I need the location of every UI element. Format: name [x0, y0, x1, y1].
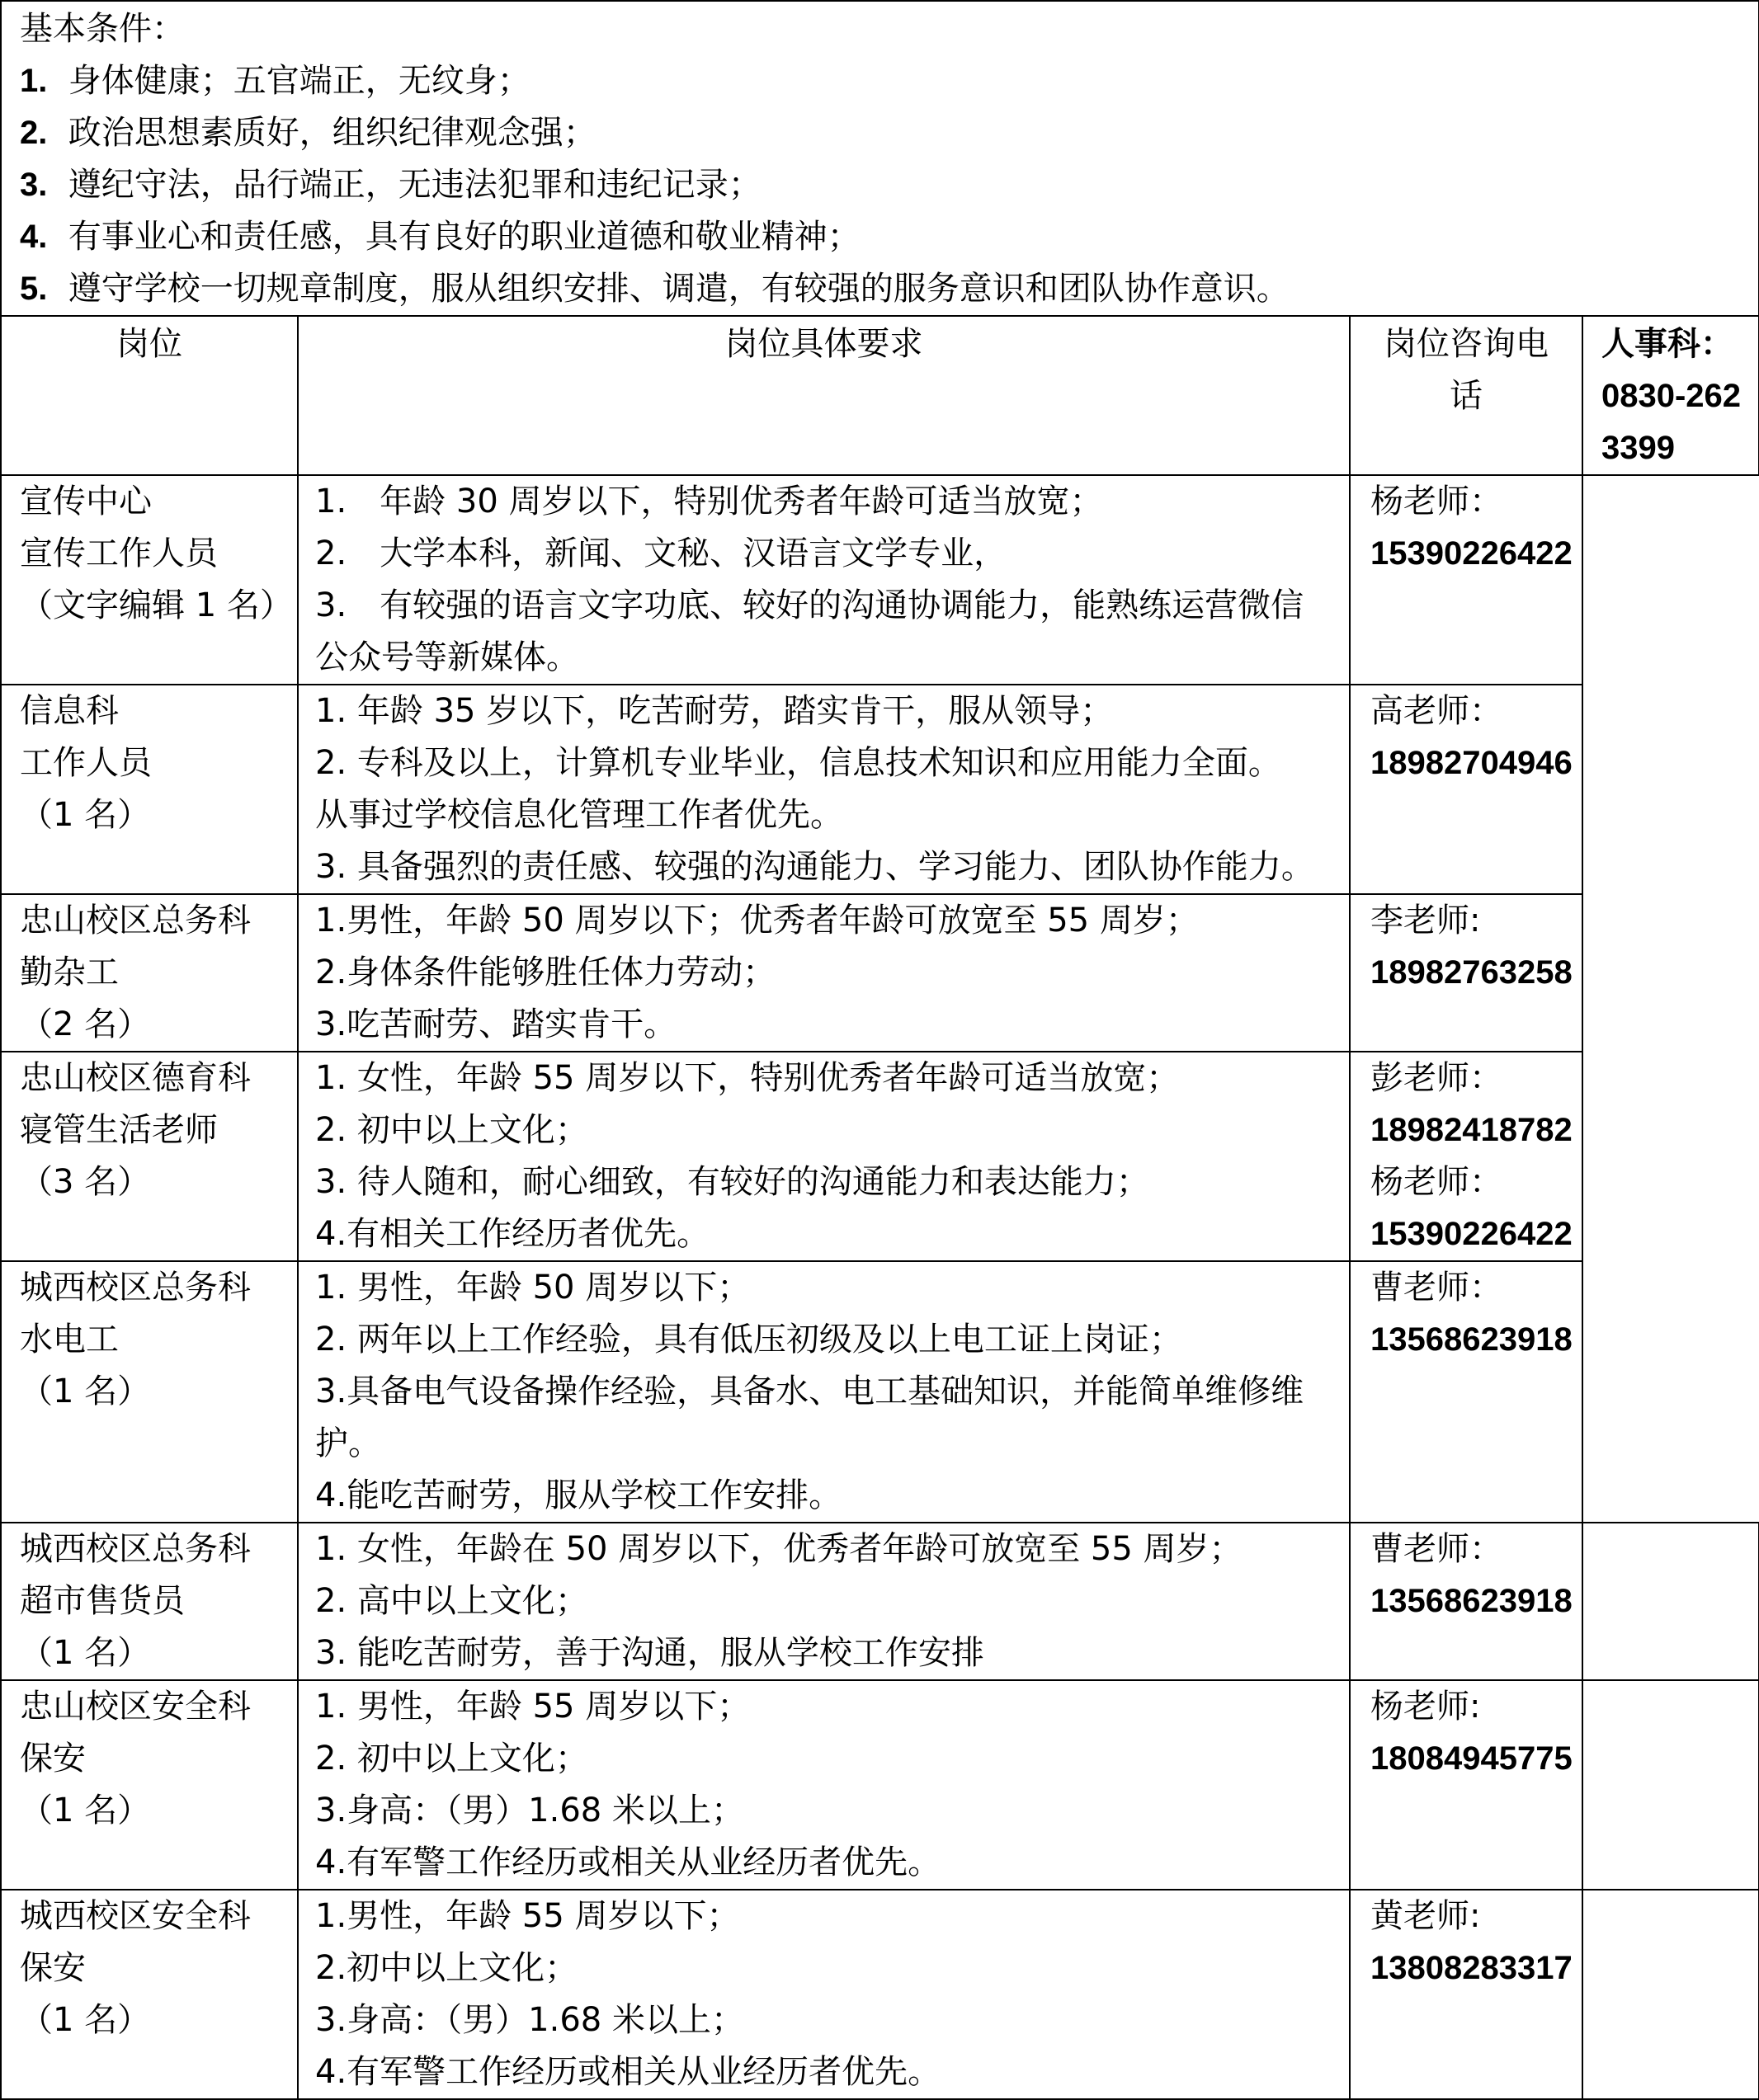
post-line: 城西校区总务科: [20, 1530, 251, 1568]
requirement-line: 2.初中以上文化；: [315, 1949, 578, 1987]
contact-cell: [1350, 685, 1582, 894]
post-line: （1 名）: [20, 2001, 151, 2039]
header-post: 岗位: [1, 316, 298, 475]
requirement-line: 4.有军警工作经历或相关从业经历者优先。: [315, 2053, 941, 2091]
contact-cell: [1350, 1680, 1582, 1890]
contact-name: 杨老师：: [1370, 1163, 1502, 1201]
contact-phone: 18982763258: [1370, 954, 1573, 991]
condition-item: 3. 遵纪守法，品行端正，无违法犯罪和违纪记录；: [20, 166, 762, 204]
requirement-line: 4.能吃苦耐劳，服从学校工作安排。: [315, 1476, 842, 1514]
requirement-line: 从事过学校信息化管理工作者优先。: [315, 796, 843, 834]
post-line: 忠山校区安全科: [20, 1688, 251, 1726]
post-line: 城西校区安全科: [20, 1897, 251, 1935]
post-cell: [1, 1052, 298, 1261]
requirements-cell: [298, 685, 1350, 894]
basic-conditions-row: [1, 1, 1759, 316]
requirements-cell: [298, 1052, 1350, 1261]
header-requirements: 岗位具体要求: [298, 316, 1350, 475]
table-row: [1, 1890, 1759, 2099]
contact-cell: [1350, 894, 1582, 1052]
contact-phone: 18982704946: [1370, 745, 1573, 781]
post-line: 信息科: [20, 692, 119, 730]
requirement-line: 2. 初中以上文化；: [315, 1111, 588, 1149]
post-line: 保安: [20, 1740, 86, 1777]
contact-phone: 18982418782: [1370, 1112, 1573, 1148]
requirement-line: 3. 具备强烈的责任感、较强的沟通能力、学习能力、团队协作能力。: [315, 848, 1314, 886]
post-cell: [1, 1523, 298, 1680]
header-phone: 岗位咨询电 话: [1350, 316, 1582, 475]
requirement-line: 1.男性，年龄 55 周岁以下；: [315, 1897, 740, 1935]
condition-item: 4. 有事业心和责任感，具有良好的职业道德和敬业精神；: [20, 218, 861, 256]
requirements-cell: [298, 1523, 1350, 1680]
basic-conditions: [1, 1, 1759, 316]
post-line: 保安: [20, 1949, 86, 1987]
post-cell: [1, 1680, 298, 1890]
post-line: 工作人员: [20, 744, 152, 782]
contact-phone: 13568623918: [1370, 1583, 1573, 1619]
post-line: 宣传中心: [20, 483, 152, 520]
contact-phone: 18084945775: [1370, 1740, 1573, 1777]
header-row: [1, 316, 1759, 475]
hr-phone: 0830-262: [1601, 378, 1742, 414]
contact-phone: 15390226422: [1370, 1216, 1573, 1252]
requirements-cell: [298, 894, 1350, 1052]
post-line: （1 名）: [20, 796, 151, 834]
contact-cell: [1350, 1523, 1582, 1680]
post-line: 城西校区总务科: [20, 1269, 251, 1307]
contact-cell: [1350, 1261, 1582, 1523]
post-cell: [1, 475, 298, 685]
table-row: [1, 1523, 1759, 1680]
contact-name: 黄老师:: [1370, 1897, 1481, 1935]
table-row: [1, 685, 1759, 894]
post-cell: [1, 894, 298, 1052]
requirement-line: 1. 男性，年龄 55 周岁以下；: [315, 1688, 751, 1726]
requirement-line: 1. 年龄 35 岁以下，吃苦耐劳，踏实肯干，服从领导；: [315, 692, 1114, 730]
table-row: [1, 1052, 1759, 1261]
hr-label: 人事科：: [1601, 326, 1733, 362]
post-line: 忠山校区总务科: [20, 902, 251, 939]
requirement-line: 2.身体条件能够胜任体力劳动；: [315, 953, 776, 991]
requirement-line: 1. 年龄 30 周岁以下，特别优秀者年龄可适当放宽；: [315, 483, 1103, 520]
post-line: 勤杂工: [20, 953, 119, 991]
requirement-line: 2. 高中以上文化；: [315, 1582, 588, 1620]
requirement-line: 3.吃苦耐劳、踏实肯干。: [315, 1005, 677, 1043]
hr-phone: 3399: [1601, 430, 1675, 466]
contact-cell: [1350, 1890, 1582, 2099]
contact-name: 曹老师：: [1370, 1269, 1502, 1307]
contact-name: 高老师：: [1370, 692, 1502, 730]
requirement-line: 护。: [315, 1424, 381, 1462]
contact-name: 杨老师：: [1370, 483, 1502, 520]
post-line: 超市售货员: [20, 1582, 185, 1620]
requirement-line: 3. 待人随和，耐心细致，有较好的沟通能力和表达能力；: [315, 1163, 1149, 1201]
requirement-line: 3.身高：（男）1.68 米以上；: [315, 1792, 744, 1829]
empty-cell: [1582, 1680, 1759, 1890]
condition-item: 2. 政治思想素质好，组织纪律观念强；: [20, 114, 597, 152]
post-cell: [1, 1890, 298, 2099]
post-line: （1 名）: [20, 1634, 151, 1672]
contact-cell: [1350, 1052, 1582, 1261]
post-line: 水电工: [20, 1321, 119, 1358]
post-cell: [1, 685, 298, 894]
post-cell: [1, 1261, 298, 1523]
requirement-line: 2. 初中以上文化；: [315, 1740, 588, 1777]
requirement-line: 4.有相关工作经历者优先。: [315, 1215, 710, 1253]
post-line: （1 名）: [20, 1792, 151, 1829]
requirement-line: 公众号等新媒体。: [315, 638, 579, 676]
contact-name: 李老师:: [1370, 902, 1481, 939]
post-line: （3 名）: [20, 1163, 151, 1201]
post-line: 忠山校区德育科: [20, 1059, 251, 1097]
post-line: （文字编辑 1 名）: [20, 586, 293, 624]
contact-phone: 13808283317: [1370, 1950, 1573, 1986]
requirement-line: 3. 能吃苦耐劳，善于沟通，服从学校工作安排: [315, 1634, 984, 1672]
requirement-line: 1. 女性，年龄 55 周岁以下，特别优秀者年龄可适当放宽；: [315, 1059, 1180, 1097]
post-line: （2 名）: [20, 1005, 151, 1043]
empty-cell: [1582, 1890, 1759, 2099]
contact-phone: 15390226422: [1370, 535, 1573, 572]
table-row: [1, 894, 1759, 1052]
condition-item: 5. 遵守学校一切规章制度，服从组织安排、调遣，有较强的服务意识和团队协作意识。: [20, 270, 1290, 308]
requirements-cell: [298, 475, 1350, 685]
requirement-line: 3.具备电气设备操作经验，具备水、电工基础知识，并能简单维修维: [315, 1373, 1304, 1410]
requirement-line: 1. 男性，年龄 50 周岁以下；: [315, 1269, 751, 1307]
requirement-line: 3.身高：（男）1.68 米以上；: [315, 2001, 744, 2039]
post-line: 宣传工作人员: [20, 534, 218, 572]
basic-conditions-title: 基本条件：: [20, 10, 185, 48]
contact-name: 彭老师：: [1370, 1059, 1502, 1097]
contact-phone: 13568623918: [1370, 1321, 1573, 1358]
requirements-cell: [298, 1261, 1350, 1523]
contact-name: 杨老师:: [1370, 1688, 1481, 1726]
contact-name: 曹老师：: [1370, 1530, 1502, 1568]
contact-cell: [1350, 475, 1582, 685]
table-row: [1, 1680, 1759, 1890]
requirements-cell: [298, 1890, 1350, 2099]
requirement-line: 2. 大学本科，新闻、文秘、汉语言文学专业，: [315, 534, 1007, 572]
table-row: [1, 475, 1759, 685]
requirements-cell: [298, 1680, 1350, 1890]
table-row: [1, 1261, 1759, 1523]
requirement-line: 4.有军警工作经历或相关从业经历者优先。: [315, 1843, 941, 1881]
requirement-line: 2. 两年以上工作经验，具有低压初级及以上电工证上岗证；: [315, 1321, 1182, 1358]
requirement-line: 3. 有较强的语言文字功底、较好的沟通协调能力，能熟练运营微信: [315, 586, 1304, 624]
requirement-line: 1.男性，年龄 50 周岁以下；优秀者年龄可放宽至 55 周岁；: [315, 902, 1199, 939]
requirement-line: 1. 女性，年龄在 50 周岁以下，优秀者年龄可放宽至 55 周岁；: [315, 1530, 1243, 1568]
empty-cell: [1582, 1523, 1759, 1680]
hr-contact: [1582, 316, 1759, 475]
post-line: 寝管生活老师: [20, 1111, 218, 1149]
post-line: （1 名）: [20, 1373, 151, 1410]
condition-item: 1. 身体健康；五官端正，无纹身；: [20, 62, 531, 100]
requirement-line: 2. 专科及以上，计算机专业毕业，信息技术知识和应用能力全面。: [315, 744, 1281, 782]
